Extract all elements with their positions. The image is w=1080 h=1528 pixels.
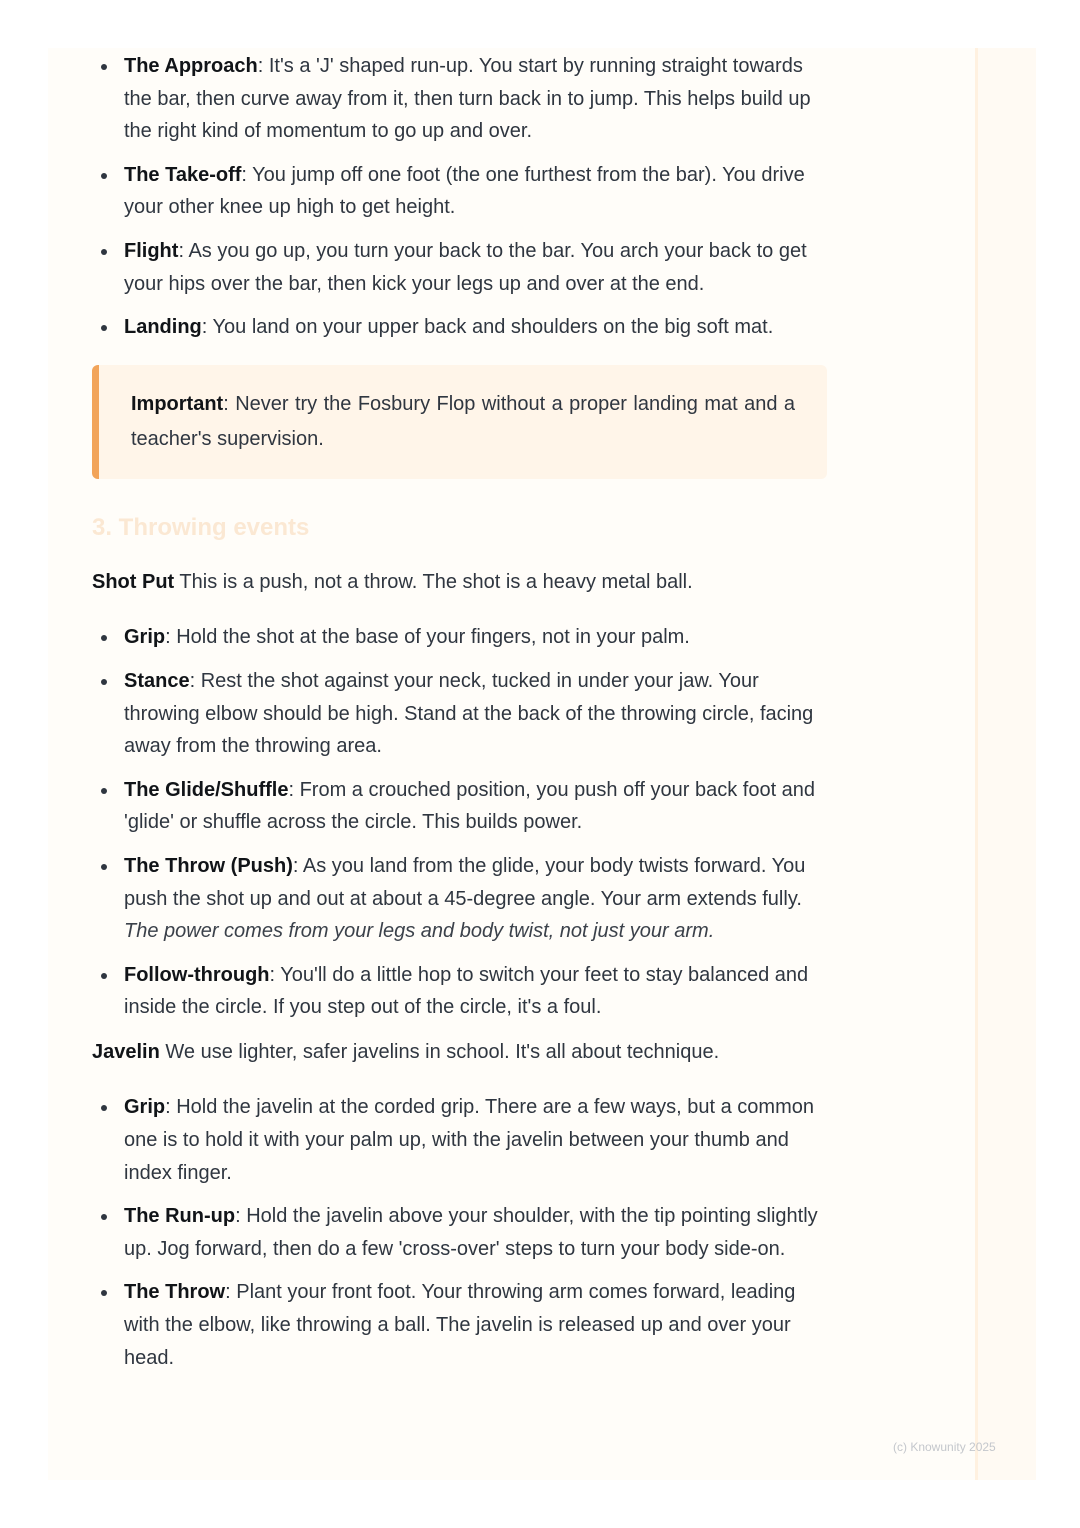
shot-put-title: Shot Put: [92, 570, 175, 593]
javelin-list: [92, 1091, 827, 1374]
list-item-text: : From a crouched position, you push off your back foot and 'glide' or shuffle across the circle. This builds power.: [124, 778, 816, 834]
list-item: [92, 235, 827, 300]
list-item-text: : Plant your front foot. Your throwing arm comes forward, leading with the elbow, like throwing a ball. The javelin is released up and over your head.: [124, 1281, 796, 1369]
list-item-term: Stance: [124, 669, 190, 692]
list-item-term: The Glide/Shuffle: [124, 778, 289, 801]
javelin-intro: [92, 1036, 827, 1069]
list-item-term: Grip: [124, 626, 166, 649]
important-callout: [92, 365, 827, 479]
section-heading: 3. Throwing events: [92, 513, 310, 541]
list-item: [92, 959, 827, 1024]
list-item-term: Grip: [124, 1096, 166, 1119]
list-item: [92, 621, 827, 654]
list-item-text: : Hold the javelin at the corded grip. There are a few ways, but a common one is to hold it with your palm up, with the javelin between your thumb and index finger.: [124, 1096, 814, 1184]
list-item-text: : Hold the shot at the base of your fingers, not in your palm.: [165, 626, 690, 649]
list-item: [92, 850, 827, 948]
list-item-term: The Take-off: [124, 163, 242, 186]
shot-put-intro-text: This is a push, not a throw. The shot is a heavy metal ball.: [174, 570, 693, 593]
list-item-text: : As you go up, you turn your back to the bar. You arch your back to get your hips over the bar, then kick your legs up and over at the end.: [124, 239, 807, 295]
list-item: [92, 159, 827, 224]
high-jump-list: [92, 50, 827, 344]
list-item-emphasis: The power comes from your legs and body twist, not just your arm.: [124, 920, 715, 943]
list-item: [92, 1200, 827, 1265]
list-item-text: : You'll do a little hop to switch your feet to stay balanced and inside the circle. If you step out of the circle, it's a foul.: [124, 963, 809, 1019]
list-item: [92, 1091, 827, 1189]
list-item-text: : You land on your upper back and shoulders on the big soft mat.: [201, 316, 774, 339]
list-item: [92, 50, 827, 148]
list-item-term: The Throw (Push): [124, 854, 293, 877]
list-item-term: Landing: [124, 316, 202, 339]
shot-put-list: [92, 621, 827, 1024]
copyright-footer: (c) Knowunity 2025: [893, 1440, 996, 1454]
list-item-term: The Run-up: [124, 1205, 236, 1228]
list-item-term: Flight: [124, 239, 179, 262]
list-item: [92, 665, 827, 763]
list-item-term: The Throw: [124, 1281, 226, 1304]
margin-rail: [975, 48, 1036, 1480]
list-item-text: : You jump off one foot (the one furthest from the bar). You drive your other knee up high to get height.: [124, 163, 805, 219]
list-item: [92, 311, 827, 344]
list-item: [92, 1276, 827, 1374]
javelin-title: Javelin: [92, 1040, 160, 1063]
list-item-text: : Rest the shot against your neck, tucked in under your jaw. Your throwing elbow should be high. Stand at the back of the throwing circle, facing away from the throwing area.: [124, 669, 814, 758]
shot-put-intro: [92, 566, 827, 599]
callout-term: Important: [131, 392, 224, 415]
list-item-text: : Hold the javelin above your shoulder, with the tip pointing slightly up. Jog forward, then do a few 'cross-over' steps to turn your body side-on.: [124, 1205, 818, 1260]
callout-text: : Never try the Fosbury Flop without a proper landing mat and a teacher's supervision.: [131, 392, 795, 450]
callout-accent-bar: [92, 365, 99, 479]
list-item-term: Follow-through: [124, 963, 270, 986]
javelin-intro-text: We use lighter, safer javelins in school. It's all about technique.: [159, 1040, 720, 1063]
list-item: [92, 774, 827, 839]
list-item-text: : It's a 'J' shaped run-up. You start by running straight towards the bar, then curve away from it, then turn back in to jump. This helps build up the right kind of momentum to go up and over.: [124, 55, 811, 143]
list-item-text: : As you land from the glide, your body twists forward. You push the shot up and out at about a 45-degree angle. Your arm extends fully.: [124, 854, 806, 910]
document-content: [92, 50, 827, 1385]
list-item-term: The Approach: [124, 55, 258, 77]
